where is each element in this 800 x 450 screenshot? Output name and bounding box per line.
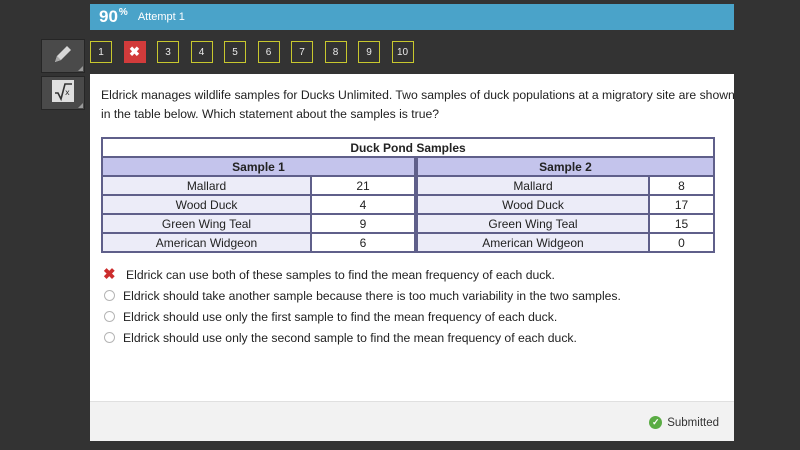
score-value: 90% (99, 7, 128, 26)
incorrect-x-icon: ✖ (103, 265, 116, 283)
radio-button[interactable] (104, 332, 115, 343)
sample-2-duck-name: Green Wing Teal (417, 214, 649, 233)
calculator-tool-button[interactable] (41, 76, 85, 110)
radio-button[interactable] (104, 311, 115, 322)
answer-choice-text: Eldrick should use only the first sample to find the mean frequency of each duck. (123, 309, 558, 324)
question-9-button[interactable]: 9 (358, 41, 380, 63)
sample-2-count: 15 (649, 214, 714, 233)
question-5-button[interactable]: 5 (224, 41, 246, 63)
sample-2-duck-name: Wood Duck (417, 195, 649, 214)
radio-button[interactable] (104, 290, 115, 301)
question-3-button[interactable]: 3 (157, 41, 179, 63)
sample-1-duck-name: American Widgeon (102, 233, 311, 252)
submitted-label: Submitted (667, 416, 719, 429)
question-2-button-incorrect[interactable]: ✖ (124, 41, 146, 63)
sample-2-count: 8 (649, 176, 714, 195)
attempt-label: Attempt 1 (137, 11, 185, 23)
table-row (102, 214, 714, 233)
question-1-button[interactable]: 1 (90, 41, 112, 63)
question-panel (90, 74, 734, 441)
question-10-button[interactable]: 10 (392, 41, 414, 63)
sample-2-count: 17 (649, 195, 714, 214)
answer-choices (102, 264, 621, 348)
sample-1-count: 6 (311, 233, 415, 252)
question-6-button[interactable]: 6 (258, 41, 280, 63)
answer-choice-d[interactable] (102, 327, 621, 348)
answer-choice-b[interactable] (102, 285, 621, 306)
sample-1-duck-name: Wood Duck (102, 195, 311, 214)
table-row (102, 233, 714, 252)
question-7-button[interactable]: 7 (291, 41, 313, 63)
sample-2-duck-name: American Widgeon (417, 233, 649, 252)
sample-1-duck-name: Mallard (102, 176, 311, 195)
table-row (102, 195, 714, 214)
sample-2-duck-name: Mallard (417, 176, 649, 195)
score-header (90, 4, 734, 30)
answer-choice-text: Eldrick can use both of these samples to find the mean frequency of each duck. (126, 267, 555, 282)
answer-choice-text: Eldrick should take another sample because there is too much variability in the two samples. (123, 288, 621, 303)
sample-1-header: Sample 1 (102, 157, 415, 176)
sample-1-count: 21 (311, 176, 415, 195)
panel-footer (90, 401, 734, 441)
question-4-button[interactable]: 4 (191, 41, 213, 63)
sample-1-count: 4 (311, 195, 415, 214)
answer-choice-text: Eldrick should use only the second sample to find the mean frequency of each duck. (123, 330, 577, 345)
duck-pond-table (101, 137, 715, 253)
question-text: Eldrick manages wildlife samples for Ducks Unlimited. Two samples of duck populations at a migratory site are shown in the table below. Which statement about the samples is true? (101, 88, 735, 121)
submission-status (649, 416, 719, 429)
sample-1-count: 9 (311, 214, 415, 233)
sample-2-count: 0 (649, 233, 714, 252)
table-title: Duck Pond Samples (102, 138, 714, 157)
calculator-icon (51, 79, 75, 108)
check-circle-icon: ✓ (649, 416, 662, 429)
pencil-icon (52, 43, 74, 70)
answer-choice-c[interactable] (102, 306, 621, 327)
question-navigation (90, 41, 425, 63)
sample-1-duck-name: Green Wing Teal (102, 214, 311, 233)
answer-choice-a[interactable] (102, 264, 621, 285)
question-8-button[interactable]: 8 (325, 41, 347, 63)
pencil-tool-button[interactable] (41, 39, 85, 73)
svg-text:x: x (65, 87, 70, 97)
sample-2-header: Sample 2 (417, 157, 714, 176)
table-row (102, 176, 714, 195)
